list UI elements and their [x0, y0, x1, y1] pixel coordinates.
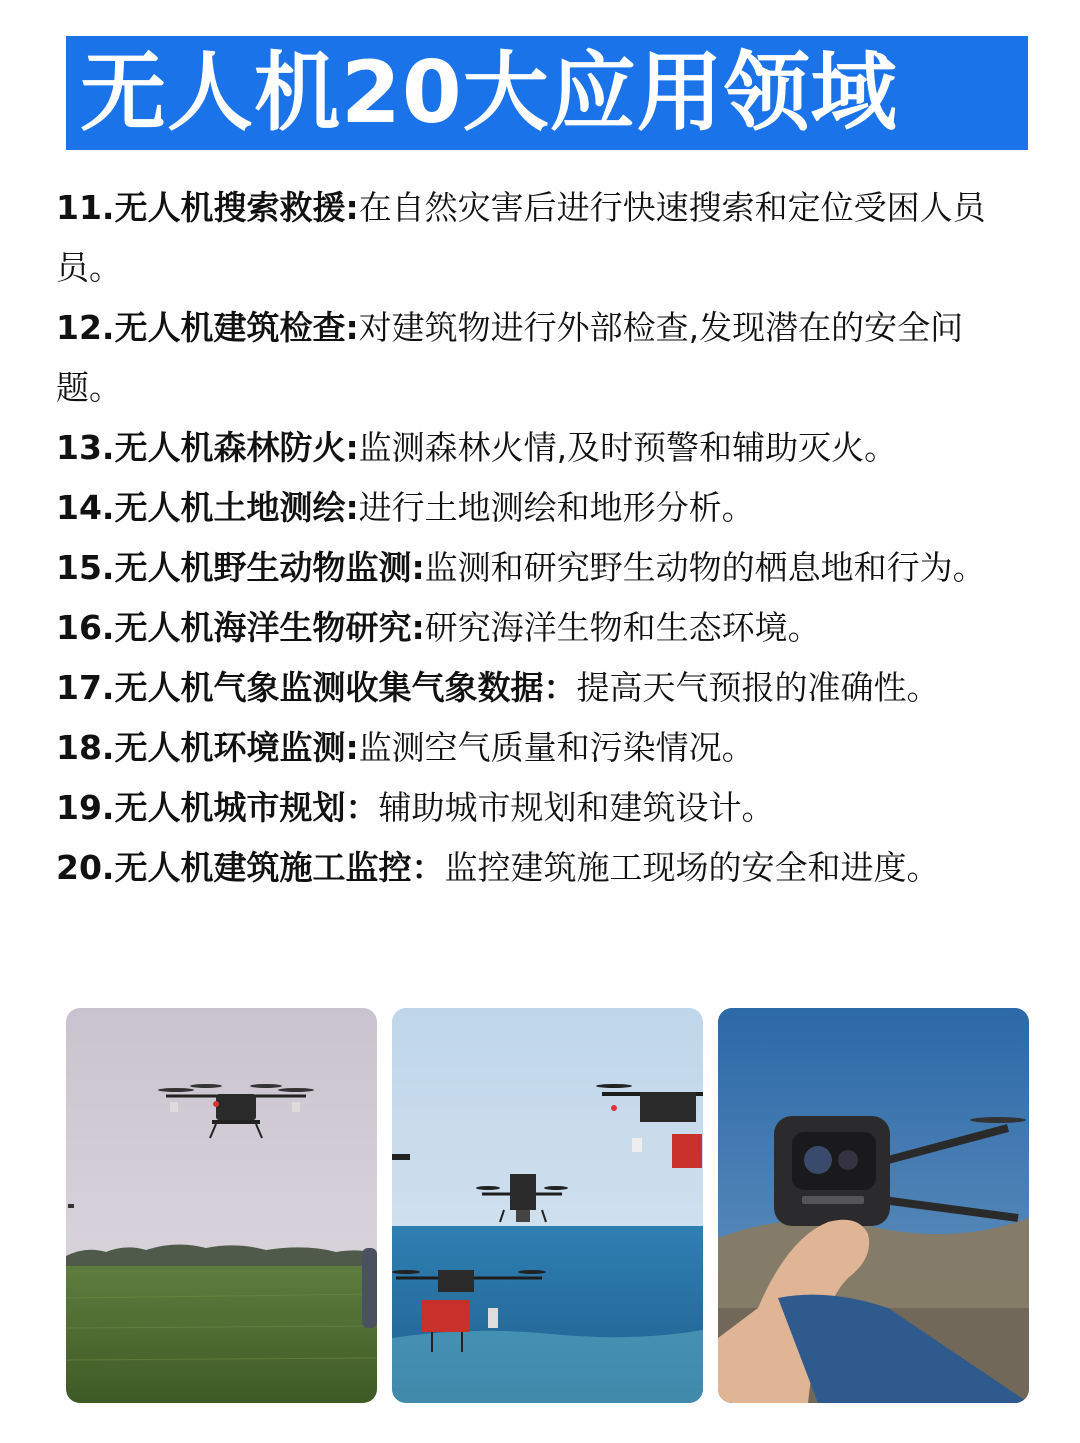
delivery-drones-image	[392, 1008, 703, 1403]
list-item	[56, 718, 1021, 778]
item-heading: 16.无人机海洋生物研究:	[56, 608, 425, 647]
title-banner	[66, 36, 1028, 150]
item-description: 监控建筑施工现场的安全和进度。	[444, 848, 940, 887]
item-heading: 18.无人机环境监测:	[56, 728, 359, 767]
item-description: 在自然灾害后进行快速搜索和定位受困人员员。	[56, 188, 986, 287]
item-heading: 19.无人机城市规划：	[56, 788, 379, 827]
item-heading: 11.无人机搜索救援:	[56, 188, 359, 227]
list-item	[56, 838, 1021, 898]
item-heading: 20.无人机建筑施工监控：	[56, 848, 445, 887]
item-description: 进行土地测绘和地形分析。	[358, 488, 755, 527]
list-item	[56, 298, 1021, 418]
application-list	[56, 178, 1021, 898]
item-description: 对建筑物进行外部检查,发现潜在的安全问题。	[56, 308, 964, 407]
list-item	[56, 538, 1021, 598]
photo-row	[66, 1008, 1029, 1403]
item-description: 研究海洋生物和生态环境。	[424, 608, 821, 647]
item-description: 辅助城市规划和建筑设计。	[378, 788, 775, 827]
item-heading: 15.无人机野生动物监测:	[56, 548, 425, 587]
item-heading: 13.无人机森林防火:	[56, 428, 359, 467]
item-description: 监测和研究野生动物的栖息地和行为。	[424, 548, 986, 587]
handheld-drone-photo	[718, 1008, 1029, 1403]
list-item	[56, 658, 1021, 718]
handheld-drone-image	[718, 1008, 1029, 1403]
item-heading: 14.无人机土地测绘:	[56, 488, 359, 527]
list-item	[56, 778, 1021, 838]
agricultural-drone-image	[66, 1008, 377, 1403]
agricultural-drone-photo	[66, 1008, 377, 1403]
item-heading: 17.无人机气象监测收集气象数据：	[56, 668, 577, 707]
item-description: 监测森林火情,及时预警和辅助灭火。	[358, 428, 898, 467]
page-title: 无人机20大应用领域	[80, 43, 898, 143]
list-item	[56, 478, 1021, 538]
delivery-drones-photo	[392, 1008, 703, 1403]
list-item	[56, 598, 1021, 658]
list-item	[56, 418, 1021, 478]
list-item	[56, 178, 1021, 298]
item-description: 监测空气质量和污染情况。	[358, 728, 755, 767]
item-description: 提高天气预报的准确性。	[576, 668, 940, 707]
item-heading: 12.无人机建筑检查:	[56, 308, 359, 347]
